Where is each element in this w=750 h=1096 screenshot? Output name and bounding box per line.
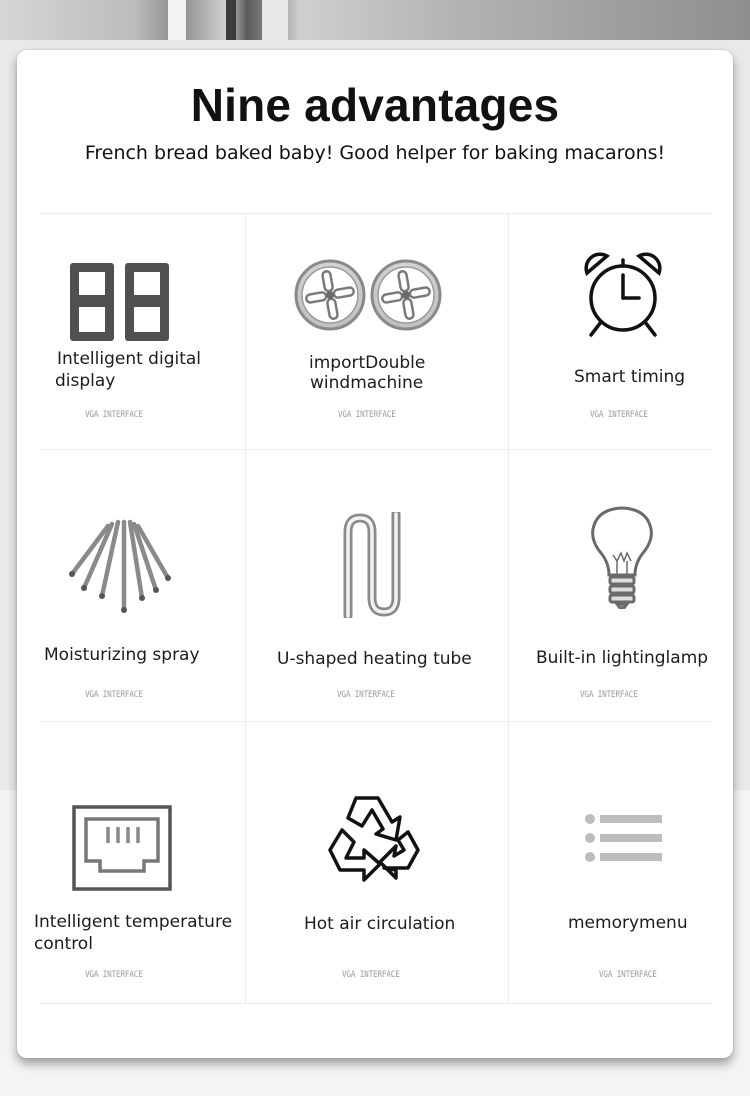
feature-sub-label: VGA INTERFACE: [337, 690, 395, 700]
page-title: Nine advantages: [190, 79, 560, 131]
feature-sub-label: VGA INTERFACE: [338, 410, 396, 420]
feature-sub-label: VGA INTERFACE: [590, 410, 648, 420]
alarm-clock-icon: [581, 251, 665, 343]
temperature-port-icon: [72, 805, 172, 895]
grid-divider: [40, 213, 712, 214]
feature-label: Intelligent temperature control: [34, 912, 233, 954]
menu-list-icon: [584, 812, 664, 868]
page-subtitle: French bread baked baby! Good helper for baking macarons!: [84, 142, 666, 164]
feature-sub-label: VGA INTERFACE: [85, 690, 143, 700]
grid-divider: [245, 214, 246, 1004]
feature-label: importDouble windmachine: [309, 353, 426, 393]
banner-stripe: [226, 0, 236, 40]
banner-stripe: [168, 0, 186, 40]
feature-sub-label: VGA INTERFACE: [599, 970, 657, 980]
heating-tube-icon: [340, 512, 408, 622]
banner-stripe: [262, 0, 288, 40]
feature-label: Smart timing: [574, 367, 686, 387]
feature-label: Built-in lightinglamp: [536, 648, 709, 668]
digital-display-icon: [70, 263, 170, 345]
feature-sub-label: VGA INTERFACE: [580, 690, 638, 700]
grid-divider: [40, 1003, 712, 1004]
feature-label: Moisturizing spray: [44, 645, 200, 665]
grid-divider: [40, 449, 712, 450]
spray-icon: [68, 518, 172, 618]
double-fan-icon: [294, 258, 444, 336]
grid-divider: [508, 214, 509, 1004]
light-bulb-icon: [589, 505, 655, 613]
recycle-icon: [320, 790, 426, 894]
feature-label: memorymenu: [568, 913, 688, 933]
feature-label: Intelligent digital display: [55, 349, 202, 391]
feature-sub-label: VGA INTERFACE: [342, 970, 400, 980]
feature-label: Hot air circulation: [304, 914, 456, 934]
grid-divider: [40, 721, 712, 722]
feature-sub-label: VGA INTERFACE: [85, 970, 143, 980]
feature-label: U-shaped heating tube: [277, 649, 472, 669]
top-banner: [0, 0, 750, 40]
feature-sub-label: VGA INTERFACE: [85, 410, 143, 420]
